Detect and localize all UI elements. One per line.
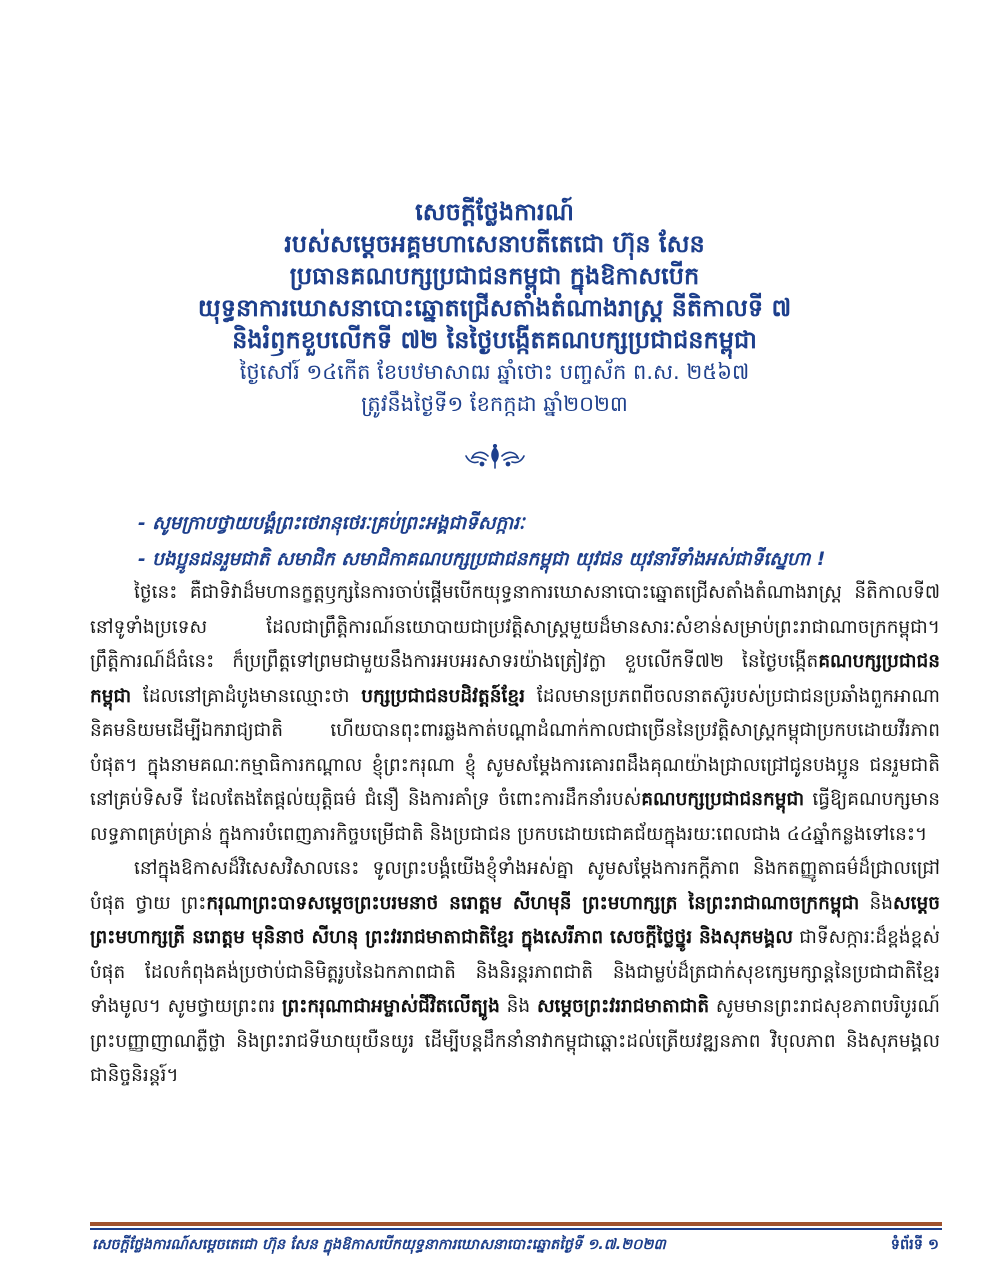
statement-subtitle-role: ប្រធានគណបក្សប្រជាជនកម្ពុជា ក្នុងឱកាសបើក	[289, 262, 700, 290]
party-name-emphasis: គណបក្សប្រជាជនកម្ពុជា	[90, 651, 940, 707]
statement-body	[90, 576, 940, 1094]
paragraph-2-text-e: សូមមានព្រះរាជសុខភាពបរិបូរណ៍ ព្រះបញ្ញាញាណភ្លឺថ្លា និងព្រះរាជទីឃាយុយឺនយូរ ដើម្បីបន្តដឹកនាំនាវាកម្ពុជាឆ្ពោះដល់ត្រើយវឌ្ឍនភាព វិបុលភាព និងសុភមង្គលជានិច្ចនិរន្តរ៍។	[90, 996, 941, 1086]
former-party-name-emphasis: បក្សប្រជាជនបដិវត្តន៍ខ្មែរ	[361, 685, 525, 707]
paragraph-2-text-b: និង	[859, 892, 894, 914]
paragraph-2-text-a: នៅក្នុងឱកាសដ៏វិសេសវិសាលនេះ ទូលព្រះបង្គំយើងខ្ញុំទាំងអស់គ្នា សូមសម្តែងការកក្តីភាព និងកតញ្ញូតាធម៌ដ៏ជ្រាលជ្រៅបំផុត ថ្វាយ ព្រះ	[90, 858, 940, 914]
solar-date-line: ត្រូវនឹងថ្ងៃទី១ ខែកក្កដា ឆ្នាំ២០២៣	[361, 392, 628, 416]
paragraph-1-text-b: ដែលនៅគ្រាដំបូងមានឈ្មោះថា	[131, 685, 362, 707]
greetings-list	[138, 506, 938, 578]
statement-title-block	[60, 196, 929, 420]
floral-ornament-icon	[464, 444, 526, 470]
queen-mother-honorific-emphasis: សម្តេចព្រះវររាជមាតាជាតិ	[536, 996, 710, 1017]
page-number: ទំព័រទី ១	[890, 1237, 939, 1253]
paragraph-2-text-c: ជាទីសក្ការៈដ៏ខ្ពង់ខ្ពស់បំផុត ដែលកំពុងគង់ប្រថាប់ជានិមិត្តរូបនៃឯកភាពជាតិ និងនិរន្តរភាពជាតិ និងជាម្លប់ដ៏ត្រជាក់សុខក្សេមក្សាន្តនៃប្រជាជាតិខ្មែរទាំងមូល។ សូមថ្វាយព្រះពរ	[90, 927, 940, 1017]
paragraph-1-text-c: ដែលមានប្រភពពីចលនាតស៊ូរបស់ប្រជាជនប្រឆាំងពួកអាណានិគមនិយមដើម្បីឯករាជ្យជាតិ ហើយបានពុះពារឆ្លងកាត់បណ្តាដំណាក់កាលជាច្រើននៃប្រវត្តិសាស្ត្រកម្ពុជាប្រកបដោយវីរភាពបំផុត។ ក្នុងនាមគណៈកម្មាធិការកណ្តាល ខ្ញុំព្រះករុណា ខ្ញុំ សូមសម្តែងការគោរពដឹងគុណយ៉ាងជ្រាលជ្រៅជូនបងប្អូន ជនរួមជាតិនៅគ្រប់ទិសទី ដែលតែងតែផ្តល់យុត្តិធម៌ ជំនឿ និងការគាំទ្រ ចំពោះការដឹកនាំរបស់	[90, 685, 940, 810]
statement-subtitle-campaign: យុទ្ធនាការឃោសនាបោះឆ្នោតជ្រើសតាំងតំណាងរាស្ត្រ នីតិកាលទី ៧	[197, 294, 792, 322]
footer-caption: សេចក្តីថ្លែងការណ៍សម្តេចតេជោ ហ៊ុន សែន ក្នុងឱកាសបើកយុទ្ធនាការឃោសនាបោះឆ្នោតថ្ងៃទី ១.៧.២០២៣	[92, 1237, 666, 1253]
footer-divider-bottom	[90, 1228, 942, 1230]
king-title-emphasis: ករុណាព្រះបាទសម្តេចព្រះបរមនាថ នរោត្តម សីហមុនី ព្រះមហាក្សត្រ នៃព្រះរាជាណាចក្រកម្ពុជា	[206, 892, 860, 914]
party-name-emphasis-2: គណបក្សប្រជាជនកម្ពុជា	[641, 789, 805, 810]
body-paragraph-2	[90, 852, 940, 1094]
paragraph-2-text-d: និង	[499, 996, 537, 1017]
paragraph-1-text-a: ថ្ងៃនេះ គឺជាទិវាដ៏មហានក្ខត្តឫក្សនៃការចាប់ផ្តើមបើកយុទ្ធនាការឃោសនាបោះឆ្នោតជ្រើសតាំងតំណាងរាស្ត្រ នីតិកាលទី៧ នៅទូទាំងប្រទេស ដែលជាព្រឹត្តិការណ៍នយោបាយជាប្រវត្តិសាស្ត្រមួយដ៏មានសារៈសំខាន់សម្រាប់ព្រះរាជាណាចក្រកម្ពុជា។ ព្រឹត្តិការណ៍ដ៏ធំនេះ ក៏ប្រព្រឹត្តទៅព្រមជាមួយនឹងការអបអរសាទរយ៉ាងត្រៀវក្លា ខួបលើកទី៧២ នៃថ្ងៃបង្កើត	[90, 582, 940, 672]
king-honorific-emphasis: ព្រះករុណាជាអម្ចាស់ជីវិតលើត្បូង	[282, 996, 500, 1017]
body-paragraph-1	[90, 576, 940, 852]
greeting-compatriots: - បងប្អូនជនរួមជាតិ សមាជិក សមាជិកាគណបក្សប្រជាជនកម្ពុជា យុវជន យុវនារីទាំងអស់ជាទីស្នេហា !	[138, 549, 826, 570]
statement-title: សេចក្តីថ្លែងការណ៍	[415, 198, 574, 226]
greeting-monks: - សូមក្រាបថ្វាយបង្គំព្រះថេរានុថេរៈគ្រប់ព្រះអង្គជាទីសក្ការៈ	[138, 513, 525, 534]
queen-mother-title-emphasis: សម្តេចព្រះមហាក្សត្រី នរោត្តម មុនិនាថ សីហនុ ព្រះវររាជមាតាជាតិខ្មែរ ក្នុងសេរីភាព សេចក្តីថ្លៃថ្នូរ និងសុភមង្គល	[90, 892, 941, 948]
statement-subtitle-anniversary: និងរំឭកខួបលើកទី ៧២ នៃថ្ងៃបង្កើតគណបក្សប្រជាជនកម្ពុជា	[232, 326, 757, 354]
paragraph-1-text-d: ធ្វើឱ្យគណបក្សមានលទ្ធភាពគ្រប់គ្រាន់ ក្នុងការបំពេញភារកិច្ចបម្រើជាតិ និងប្រជាជន ប្រកបដោយជោគជ័យក្នុងរយៈពេលជាង ៤៤ឆ្នាំកន្លងទៅនេះ។	[90, 789, 940, 845]
lunar-date-line: ថ្ងៃសៅរ៍ ១៤កើត ខែបឋមាសាឍ ឆ្នាំថោះ បញ្ចស័ក ព.ស. ២៥៦៧	[239, 360, 750, 384]
statement-subtitle-speaker: របស់សម្តេចអគ្គមហាសេនាបតីតេជោ ហ៊ុន សែន	[284, 230, 705, 258]
footer-divider-top	[90, 1222, 942, 1226]
